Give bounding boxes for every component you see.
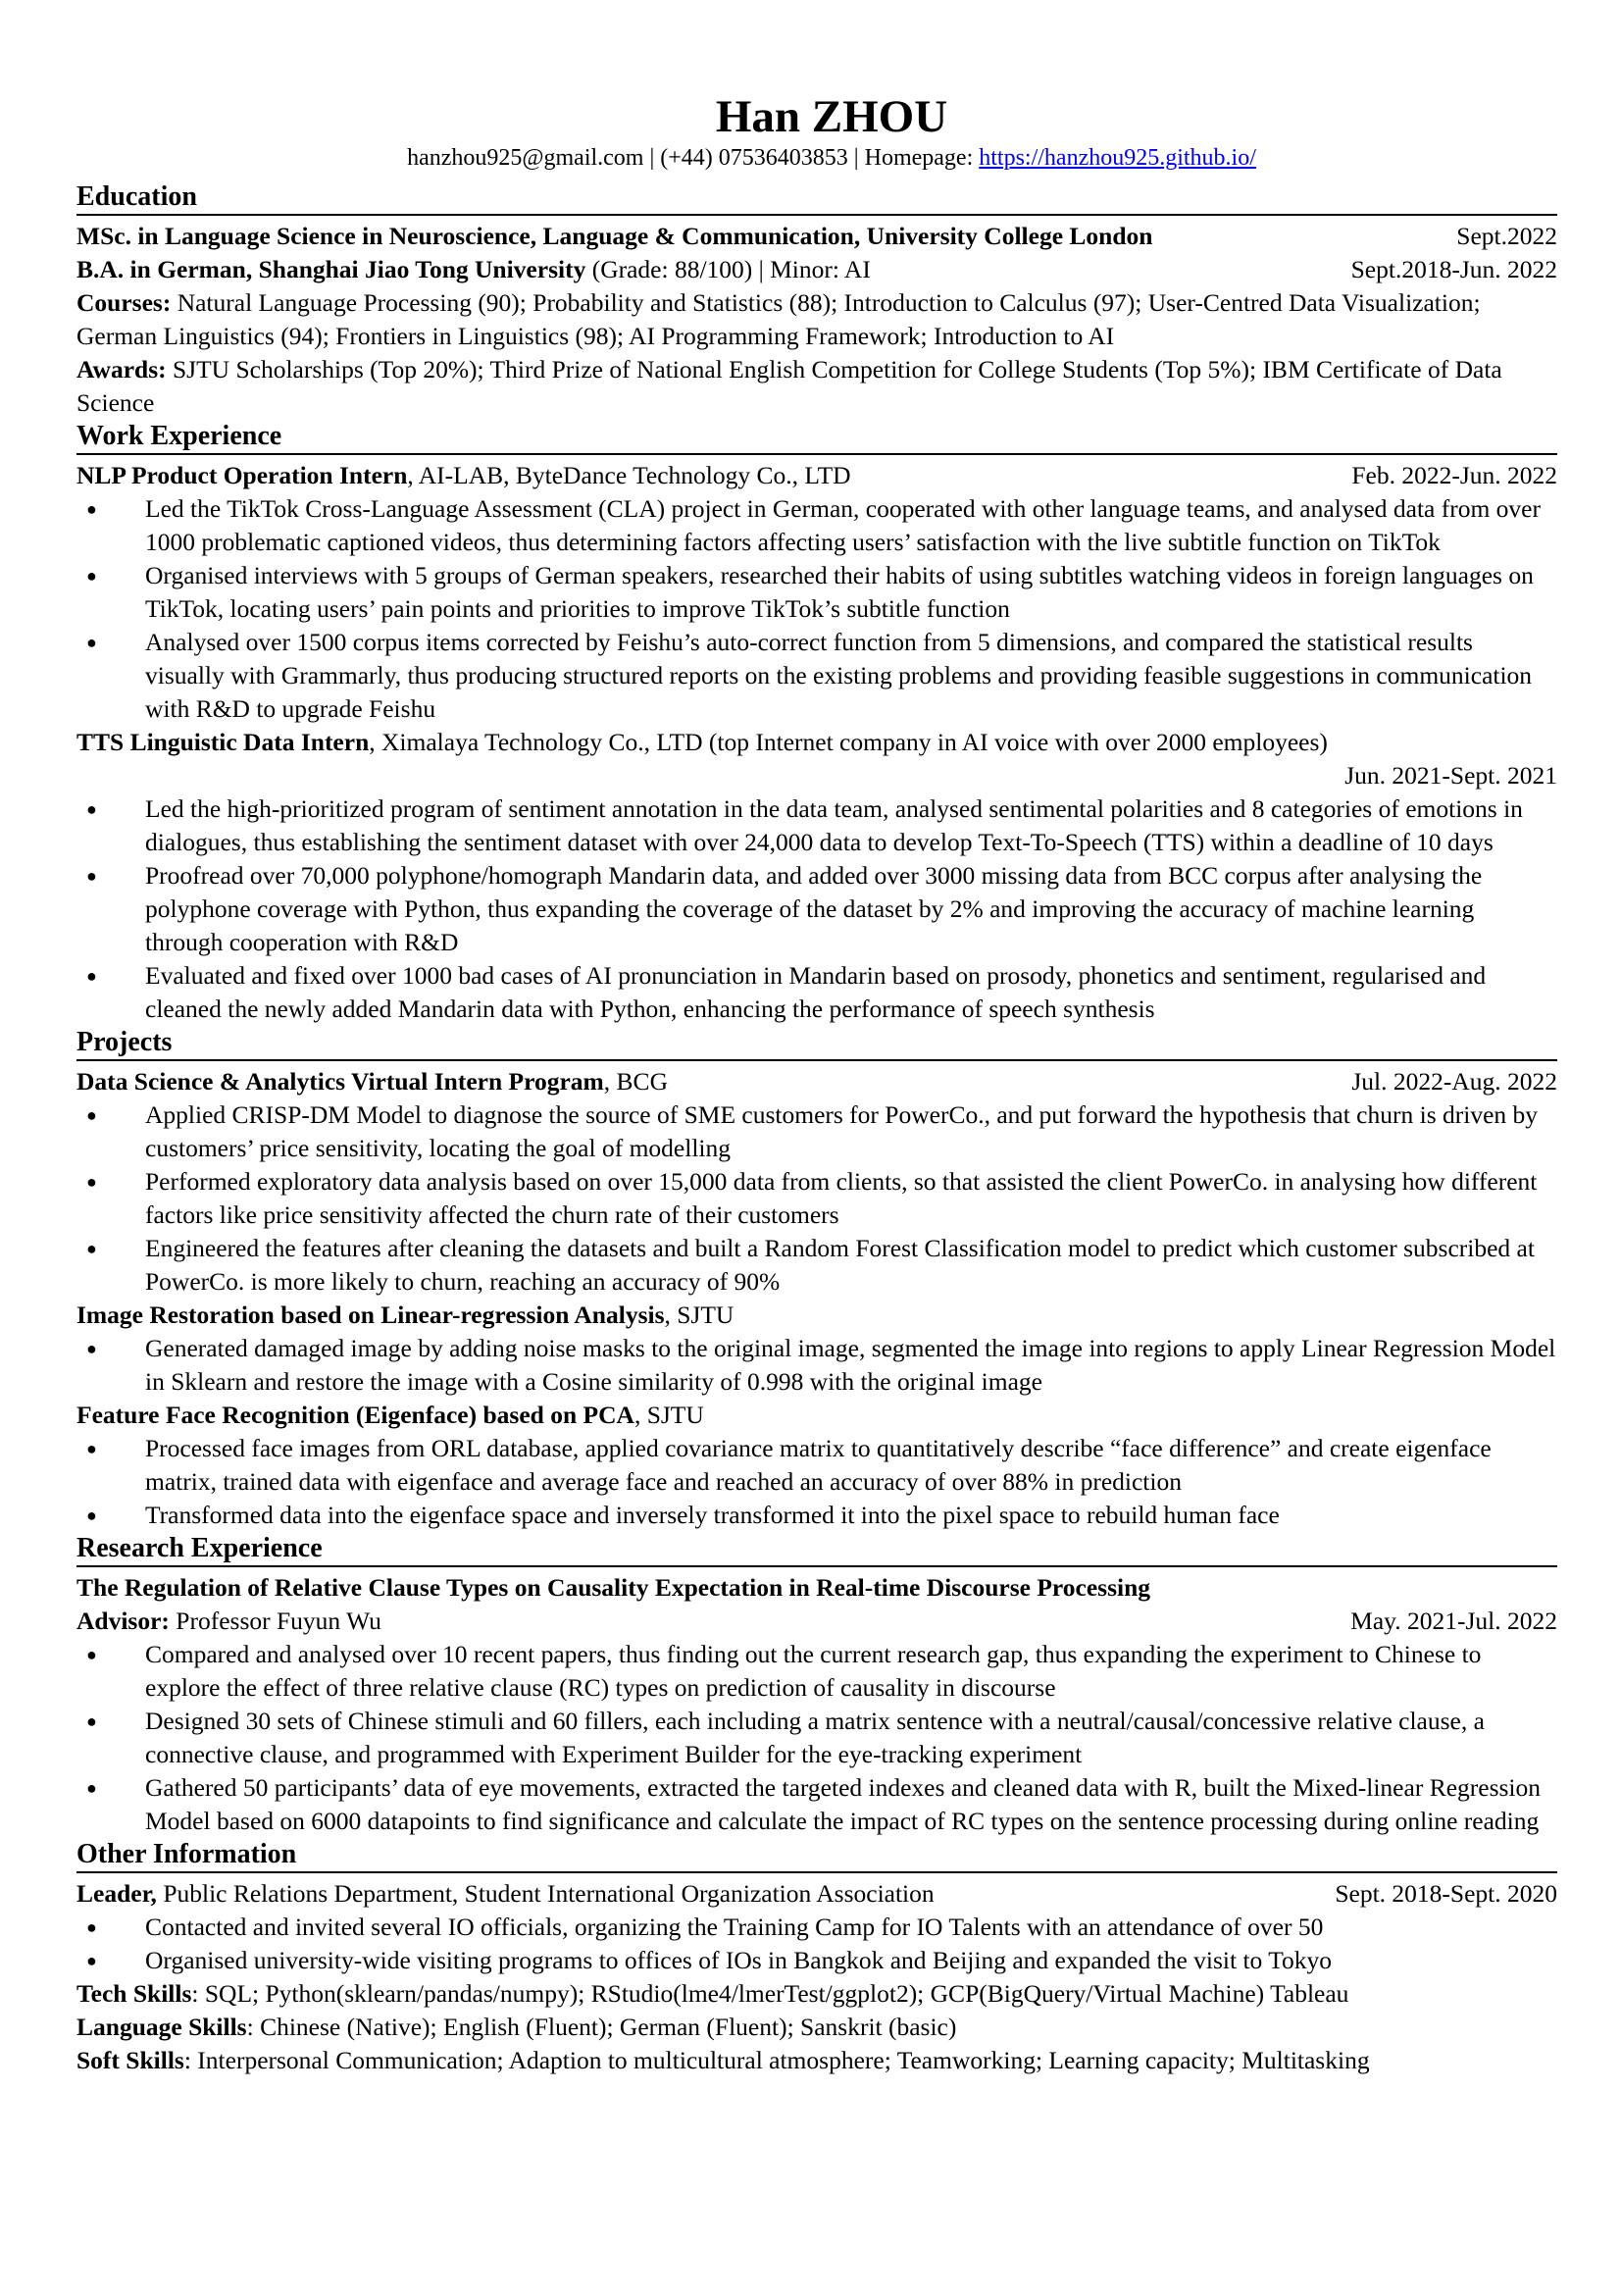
list-item: ● Led the high-prioritized program of sentiment annotation in the data team, analysed sentimental polarities and 8 categories of emotions in dialogues, thus establishing the sentiment dataset with over 24,000 data to develop Text-To-Speech (TTS) within a deadline of 10 days [76,792,1557,859]
soft-skills [76,2044,1557,2077]
leader-bullets [76,1911,1557,1977]
soft-text: : Interpersonal Communication; Adaption to multicultural atmosphere; Teamworking; Learning capacity; Multitasking [183,2046,1370,2074]
msc-entry [76,220,1557,253]
list-item: ● Gathered 50 participants’ data of eye movements, extracted the targeted indexes and cleaned data with R, built the Mixed-linear Regression Model based on 6000 datapoints to find significance and calculate the impact of RC types on the sentence processing during online reading [76,1771,1557,1838]
list-item: ● Performed exploratory data analysis based on over 15,000 data from clients, so that assisted the client PowerCo. in analysing how different factors like price sensitivity affected the churn rate of their customers [76,1165,1557,1232]
advisor-name: Professor Fuyun Wu [169,1607,381,1635]
ba-degree: B.A. in German, Shanghai Jiao Tong University [76,255,586,283]
section-divider [76,453,1557,455]
section-divider [76,1871,1557,1873]
list-item: ● Applied CRISP-DM Model to diagnose the source of SME customers for PowerCo., and put forward the hypothesis that churn is driven by customers’ price sensitivity, locating the goal of modelling [76,1098,1557,1165]
list-item: ● Led the TikTok Cross-Language Assessment (CLA) project in German, cooperated with other language teams, and analysed data from over 1000 problematic captioned videos, thus determining factors affecting users’ satisfaction with the live subtitle function on TikTok [76,492,1557,559]
contact-details: hanzhou925@gmail.com | (+44) 07536403853 | Homepage: [407,145,980,171]
advisor-label: Advisor: [76,1607,170,1635]
work-heading: Work Experience [76,421,282,451]
list-item: ● Organised university-wide visiting programs to offices of IOs in Bangkok and Beijing and expanded the visit to Tokyo [76,1944,1557,1977]
projects-heading: Projects [76,1027,173,1057]
project1-date: Jul. 2022-Aug. 2022 [1351,1067,1557,1096]
list-item: ● Analysed over 1500 corpus items corrected by Feishu’s auto-correct function from 5 dimensions, and compared the statistical results visually with Grammarly, thus producing structured reports on the existing problems and providing feasible suggestions in communication with R&D to upgrade Feishu [76,626,1557,726]
msc-date: Sept.2022 [1456,222,1557,250]
leader-line [76,1877,1557,1911]
job1-role: NLP Product Operation Intern [76,461,408,489]
list-item: ● Generated damaged image by adding noise masks to the original image, segmented the image into regions to apply Linear Regression Model in Sklearn and restore the image with a Cosine similarity of 0.998 with the original image [76,1332,1557,1399]
project1-name: Data Science & Analytics Virtual Intern Program [76,1067,604,1096]
homepage-link[interactable]: https://hanzhou925.github.io/ [979,145,1256,171]
awards [76,353,1557,420]
project2-org: , SJTU [664,1301,735,1329]
list-item: ● Engineered the features after cleaning the datasets and built a Random Forest Classification model to predict which customer subscribed at PowerCo. is more likely to churn, reaching an accuracy of 90% [76,1232,1557,1299]
list-item: ● Designed 30 sets of Chinese stimuli and 60 fillers, each including a matrix sentence with a neutral/causal/concessive relative clause, a connective clause, and programmed with Experiment Builder for the eye-tracking experiment [76,1705,1557,1771]
list-item: ● Transformed data into the eigenface space and inversely transformed it into the pixel space to rebuild human face [76,1499,1557,1532]
leader-date: Sept. 2018-Sept. 2020 [1335,1879,1557,1908]
courses-label: Courses: [76,288,172,317]
list-item: ● Organised interviews with 5 groups of German speakers, researched their habits of using subtitles watching videos in foreign languages on TikTok, locating users’ pain points and priorities to improve TikTok’s subtitle function [76,559,1557,626]
language-skills [76,2011,1557,2044]
awards-text: SJTU Scholarships (Top 20%); Third Prize of National English Competition for College Students (Top 5%); IBM Certificate of Data Science [76,355,1502,417]
project2-bullets [76,1332,1557,1399]
language-label: Language Skills [76,2013,247,2041]
resume-page [76,90,1557,2077]
other-heading: Other Information [76,1839,297,1869]
project1-org: , BCG [603,1067,668,1096]
awards-label: Awards: [76,355,167,383]
research-bullets [76,1638,1557,1838]
job2-bullets [76,792,1557,1026]
language-text: : Chinese (Native); English (Fluent); German (Fluent); Sanskrit (basic) [246,2013,957,2041]
job2-date: Jun. 2021-Sept. 2021 [1344,761,1557,790]
section-divider [76,1059,1557,1061]
job2-org: , Ximalaya Technology Co., LTD (top Internet company in AI voice with over 2000 employees) [369,728,1328,756]
research-heading: Research Experience [76,1533,323,1563]
job1-org: , AI-LAB, ByteDance Technology Co., LTD [407,461,851,489]
courses [76,286,1557,353]
ba-entry [76,253,1557,286]
project2-header [76,1299,1557,1332]
job2-header [76,726,1557,759]
ba-date: Sept.2018-Jun. 2022 [1350,255,1557,283]
research-date: May. 2021-Jul. 2022 [1350,1607,1557,1635]
section-divider [76,1565,1557,1567]
section-divider [76,214,1557,216]
list-item: ● Evaluated and fixed over 1000 bad cases of AI pronunciation in Mandarin based on prosody, phonetics and sentiment, regularised and cleaned the newly added Mandarin data with Python, enhancing the performance of speech synthesis [76,959,1557,1026]
job1-header [76,459,1557,492]
leader-text: Public Relations Department, Student International Organization Association [156,1879,935,1908]
job2-role: TTS Linguistic Data Intern [76,728,370,756]
contact-line [76,143,1557,173]
list-item: ● Proofread over 70,000 polyphone/homograph Mandarin data, and added over 3000 missing data from BCC corpus after analysing the polyphone coverage with Python, thus expanding the coverage of the dataset by 2% and improving the accuracy of machine learning through cooperation with R&D [76,859,1557,959]
list-item: ● Processed face images from ORL database, applied covariance matrix to quantitatively describe “face difference” and create eigenface matrix, trained data with eigenface and average face and reached an accuracy of over 88% in prediction [76,1432,1557,1499]
msc-degree: MSc. in Language Science in Neuroscience, Language & Communication, University College London [76,222,1153,250]
candidate-name: Han ZHOU [715,91,948,142]
list-item: ● Contacted and invited several IO officials, organizing the Training Camp for IO Talents with an attendance of over 50 [76,1911,1557,1944]
soft-label: Soft Skills [76,2046,184,2074]
project3-org: , SJTU [633,1401,704,1429]
tech-text: : SQL; Python(sklearn/pandas/numpy); RStudio(lme4/lmerTest/ggplot2); GCP(BigQuery/Virtual Machine) Tableau [191,1979,1349,2008]
tech-skills [76,1977,1557,2011]
project3-header [76,1399,1557,1432]
advisor-line [76,1605,1557,1638]
project2-name: Image Restoration based on Linear-regression Analysis [76,1301,665,1329]
research-paper-title: The Regulation of Relative Clause Types on Causality Expectation in Real-time Discourse Processing [76,1573,1151,1602]
project1-header [76,1065,1557,1098]
project3-name: Feature Face Recognition (Eigenface) based on PCA [76,1401,634,1429]
list-item: ● Compared and analysed over 10 recent papers, thus finding out the current research gap, thus expanding the experiment to Chinese to explore the effect of three relative clause (RC) types on prediction of causality in discourse [76,1638,1557,1705]
project3-bullets [76,1432,1557,1532]
tech-label: Tech Skills [76,1979,192,2008]
job1-bullets [76,492,1557,726]
leader-label: Leader, [76,1879,157,1908]
project1-bullets [76,1098,1557,1299]
education-heading: Education [76,181,197,212]
job1-date: Feb. 2022-Jun. 2022 [1351,461,1557,489]
ba-detail: (Grade: 88/100) | Minor: AI [585,255,871,283]
courses-text: Natural Language Processing (90); Probability and Statistics (88); Introduction to Calculus (97); User-Centred Data Visualization; German Linguistics (94); Frontiers in Linguistics (98); AI Programming Framework; Introduction to AI [76,288,1481,350]
